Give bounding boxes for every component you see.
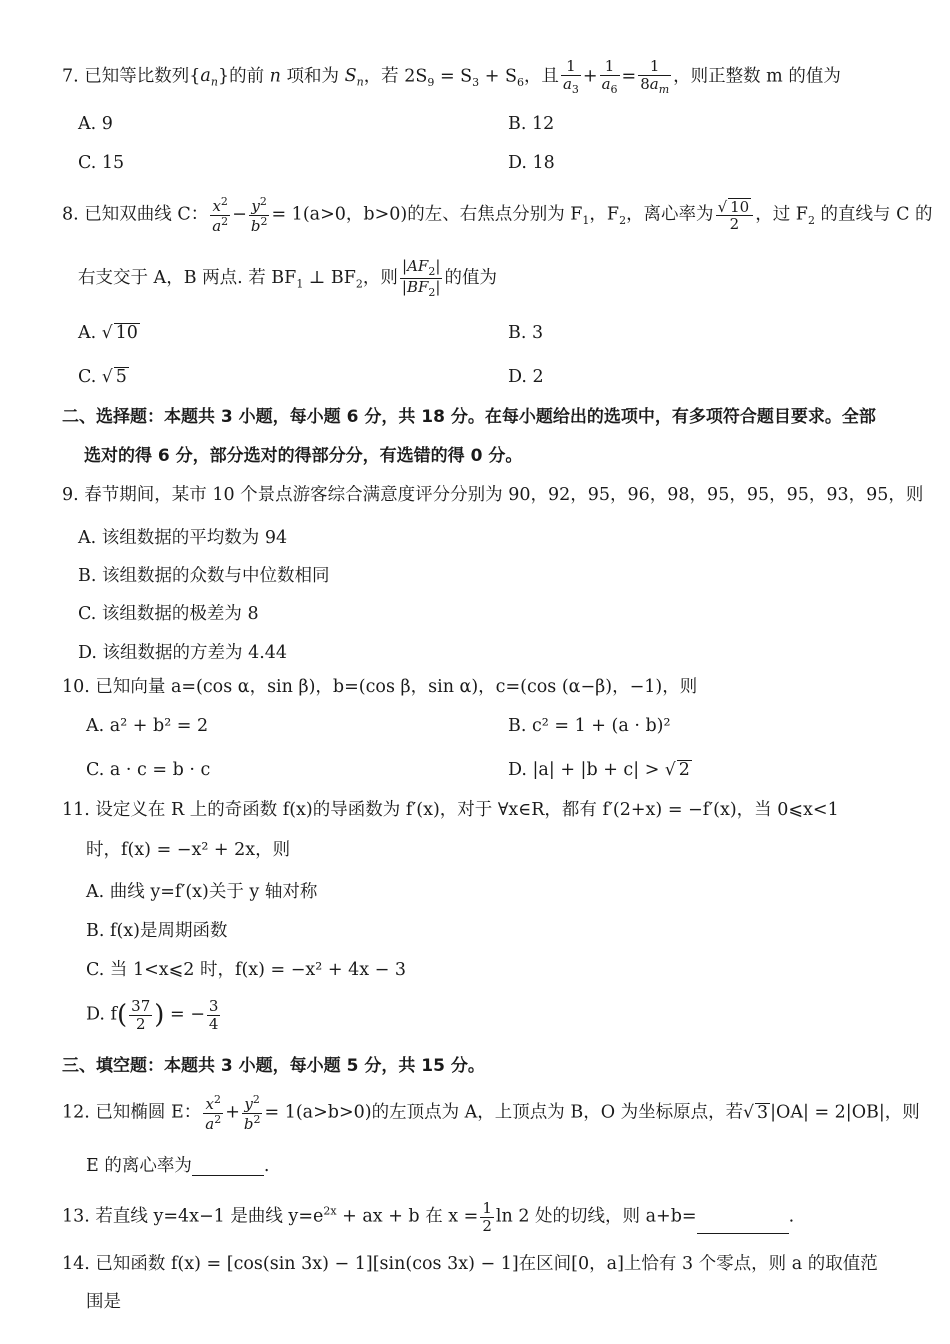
q7-text-7: ，且 <box>523 66 559 87</box>
q12-text-2: = 1(a>b>0)的左顶点为 A，上顶点为 B，O 为坐标原点，若 <box>264 1102 744 1123</box>
q10-option-d-radicand: 2 <box>678 760 690 780</box>
q10-option-d: D. |a| + |b + c| > √ 2 <box>508 760 690 780</box>
q8-frac-y: $\frac{y^2}{b^2}$ <box>250 195 268 235</box>
q12-radicand: 3 <box>756 1102 769 1123</box>
q10-option-a: A. a² + b² = 2 <box>86 716 209 736</box>
q8-frac-ecc: $\frac{√ 10}{2}$ <box>716 198 754 233</box>
q8-text-5: 的直线与 C 的 <box>814 204 933 225</box>
q11-option-d-label: D. f <box>86 1004 118 1025</box>
q13-text-1: 13. 若直线 y=4x−1 是曲线 y=e <box>62 1206 324 1227</box>
q7-option-b: B. 12 <box>508 114 555 134</box>
q13-exponent: 2x <box>323 1204 337 1218</box>
q7-text-1: 7. 已知等比数列{ <box>62 66 201 87</box>
q11-frac-arg <box>129 998 152 1032</box>
q11-option-d: D. f( $\frac{37}{2}$ ) = − $\frac{3}{4}$ <box>86 997 219 1033</box>
q8-frac-x: $\frac{x^2}{a^2}$ <box>212 195 229 235</box>
q8-option-c: C. √ 5 <box>78 367 127 387</box>
q11-frac-rhs-num: 3 <box>208 997 219 1015</box>
q8-option-c-radicand: 5 <box>115 367 127 387</box>
q8-text-6: 右支交于 A，B 两点. 若 BF <box>78 268 297 289</box>
q11-frac-arg-num: 37 <box>131 997 151 1015</box>
q12-answer-blank[interactable] <box>192 1157 264 1176</box>
q12-text-4: E 的离心率为 <box>86 1156 192 1176</box>
q10-option-b: B. c² = 1 + (a · b)² <box>508 716 671 736</box>
q14-line-2: 围是 <box>86 1292 121 1312</box>
q11-line-1: 11. 设定义在 R 上的奇函数 f(x)的导函数为 f′(x)，对于 ∀x∈R，都有 f′(2+x) = −f′(x)，当 0⩽x<1 <box>62 800 839 820</box>
q8-line-2: 右支交于 A，B 两点. 若 $BF_1$ ⊥ $BF_2$，则 $\frac{|AF_2|}{|BF_2|}$ 的值为 <box>78 257 497 300</box>
q7-text-6: + S <box>479 66 517 87</box>
q10-option-d-label: D. |a| + |b + c| > <box>508 760 665 780</box>
q13-text-2: + ax + b 在 x = <box>336 1206 479 1227</box>
q13-frac: $\frac{1}{2}$ <box>482 1199 492 1235</box>
q11-option-c: C. 当 1<x⩽2 时，f(x) = −x² + 4x − 3 <box>86 960 407 980</box>
q7-text-3: 项和为 <box>286 66 340 87</box>
q8-text-7: ⊥ BF <box>303 268 356 289</box>
q7-option-c: C. 15 <box>78 153 125 173</box>
q8-option-b: B. 3 <box>508 323 544 343</box>
q11-frac-rhs-den: 4 <box>208 1014 219 1033</box>
q8-option-d: D. 2 <box>508 367 544 387</box>
q8-text-4: ，过 F <box>755 204 808 225</box>
section-2-heading: 二、选择题：本题共 3 小题，每小题 6 分，共 18 分。在每小题给出的选项中，有多项符合题目要求。全部 <box>62 407 876 427</box>
q11-option-a: A. 曲线 y=f′(x)关于 y 轴对称 <box>86 882 318 902</box>
q7-text-8: ，则正整数 m 的值为 <box>673 66 841 87</box>
q7-frac-1: $\frac{1}{a_3}$ <box>562 57 579 96</box>
q12-text-3: |OA| = 2|OB|，则 <box>770 1102 920 1123</box>
q9-stem: 9. 春节期间，某市 10 个景点游客综合满意度评分分别为 90，92，95，96，98，95，95，95，93，95，则 <box>62 485 924 505</box>
q8-frac-ratio: $\frac{|AF_2|}{|BF_2|}$ <box>401 257 441 300</box>
q9-option-a: A. 该组数据的平均数为 94 <box>78 528 288 548</box>
q12-text-1: 12. 已知椭圆 E： <box>62 1102 202 1123</box>
q7-text-4: ，若 2S <box>363 66 428 87</box>
q8-text-2: = 1(a>0，b>0)的左、右焦点分别为 F <box>271 204 583 225</box>
q9-option-d: D. 该组数据的方差为 4.44 <box>78 643 288 663</box>
q7-frac-3: $\frac{1}{8a_m}$ <box>640 57 670 96</box>
q7-stem: 7. 已知等比数列$\{a_n\}$的前 n 项和为 $S_n$，若 $2S_9 = S_3 + S_6$，且 $\frac{1}{a_3}$ + $\frac{1}{a_6}$ = $\frac{1}{8a_m}$ ，则正整数 m 的值为 <box>62 57 841 96</box>
q7-option-a: A. 9 <box>78 114 113 134</box>
q7-option-d: D. 18 <box>508 153 555 173</box>
q13-line <box>62 1200 794 1234</box>
q8-text-3: ，离心率为 <box>626 204 714 225</box>
q8-option-a-label: A. <box>78 323 102 343</box>
q11-line-2: 时，f(x) = −x² + 2x，则 <box>86 840 291 860</box>
q10-option-c: C. a · c = b · c <box>86 760 211 780</box>
q12-frac-y: $\frac{y^2}{b^2}$ <box>243 1093 261 1133</box>
q11-frac-arg-den: 2 <box>135 1014 146 1033</box>
q7-frac-2: $\frac{1}{a_6}$ <box>601 57 618 96</box>
q11-frac-rhs <box>207 998 221 1032</box>
q8-text-1: 8. 已知双曲线 C： <box>62 204 209 225</box>
q12-line-1: 12. 已知椭圆 E： $\frac{x^2}{a^2}$ + $\frac{y^2}{b^2}$ = 1(a>b>0)的左顶点为 A，上顶点为 B，O 为坐标原点，若√ 3 |OA| = 2|OB|，则 <box>62 1093 920 1133</box>
q13-text-3: ln 2 处的切线，则 a+b= <box>495 1206 697 1227</box>
q8-line-1: 8. 已知双曲线 C： $\frac{x^2}{a^2}$ − $\frac{y^2}{b^2}$ = 1(a>0，b>0)的左、右焦点分别为 $F_1$，$F_2$，离心率为 $\frac{√ 10}{2}$ ，过 $F_2$ 的直线与 C 的 <box>62 195 933 235</box>
q8-option-c-label: C. <box>78 367 102 387</box>
q12-frac-x: $\frac{x^2}{a^2}$ <box>205 1093 222 1133</box>
q11-option-b: B. f(x)是周期函数 <box>86 921 228 941</box>
q9-option-b: B. 该组数据的众数与中位数相同 <box>78 566 330 586</box>
q8-text-9: 的值为 <box>444 268 497 289</box>
q8-option-a-radicand: 10 <box>115 323 138 343</box>
q8-text-8: ，则 <box>362 268 398 289</box>
section-2-heading-cont: 选对的得 6 分，部分选对的得部分分，有选错的得 0 分。 <box>84 446 523 466</box>
q9-option-c: C. 该组数据的极差为 8 <box>78 604 259 624</box>
section-3-heading: 三、填空题：本题共 3 小题，每小题 5 分，共 15 分。 <box>62 1056 485 1076</box>
q11-option-d-eq: = − <box>164 1004 205 1025</box>
q14-line-1: 14. 已知函数 f(x) = [cos(sin 3x) − 1][sin(cos 3x) − 1]在区间[0，a]上恰有 3 个零点，则 a 的取值范 <box>62 1254 878 1274</box>
q7-text-2: }的前 <box>217 66 265 87</box>
q8-option-a: A. √ 10 <box>78 323 138 343</box>
q7-text-5: = S <box>434 66 473 87</box>
q12-line-2 <box>86 1156 269 1176</box>
q13-answer-blank[interactable] <box>697 1215 789 1234</box>
q13-text-4: . <box>788 1206 795 1227</box>
q10-stem: 10. 已知向量 a=(cos α，sin β)，b=(cos β，sin α)，c=(cos (α−β)，−1)，则 <box>62 677 698 697</box>
q12-text-5: . <box>263 1156 270 1176</box>
